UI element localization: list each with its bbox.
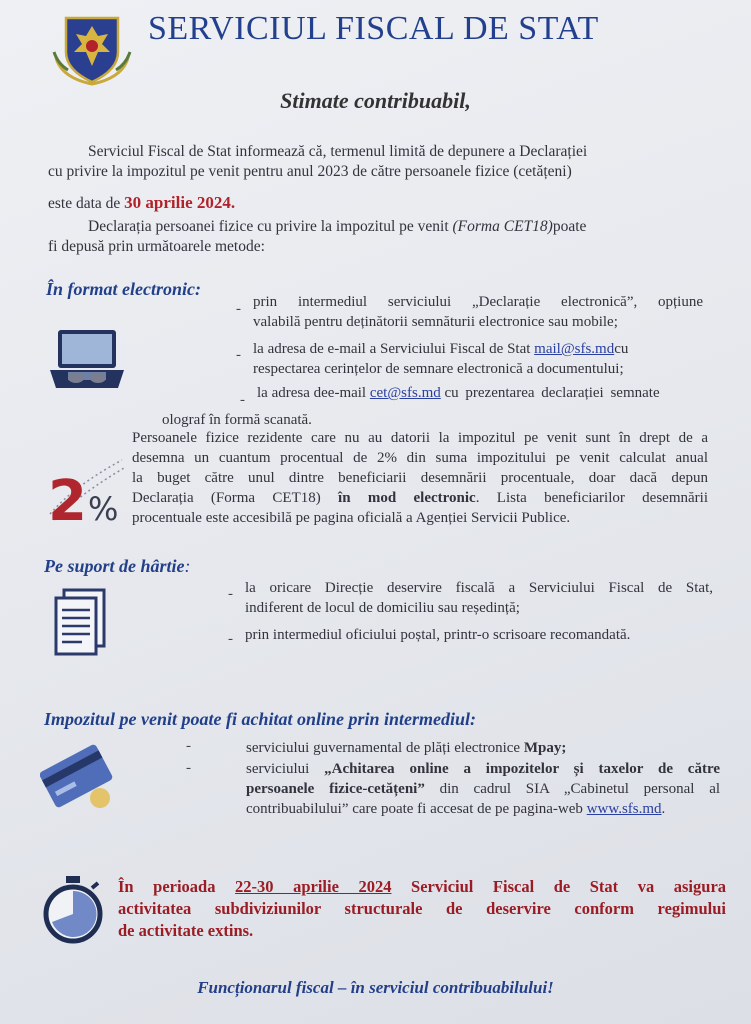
email-link-cet[interactable]: cet@sfs.md	[369, 385, 441, 401]
svg-text:%: %	[88, 490, 119, 526]
page-title: SERVICIUL FISCAL DE STAT	[148, 10, 599, 47]
credit-card-icon	[40, 740, 116, 810]
paper-item-2: prin intermediul oficiului poștal, printr-o scrisoare recomandată.	[245, 627, 631, 643]
electronic-item-3-cont: olograf în formă scanată.	[162, 412, 312, 428]
payment-item-1: serviciului guvernamental de plăți electronice Mpay;	[246, 740, 567, 756]
intro-line-5: fi depusă prin următoarele metode:	[48, 238, 265, 255]
dash: -	[240, 392, 245, 408]
intro-line-4: Declarația persoanei fizice cu privire la impozitul pe venit (Forma CET18)poate	[88, 218, 587, 235]
deadline-date: 30 aprilie 2024.	[124, 193, 236, 212]
document-icon	[54, 588, 108, 656]
intro-line-3: este data de 30 aprilie 2024.	[48, 193, 236, 212]
dash: -	[236, 347, 241, 363]
electronic-item-1: prin intermediul serviciului „Declarație electronică”, opțiune valabilă pentru deținătorii semnăturii electronice sau mobile;	[253, 294, 703, 330]
stopwatch-icon	[42, 874, 104, 944]
email-link-mail[interactable]: mail@sfs.md	[534, 341, 615, 357]
paper-item-1: la oricare Direcție deservire fiscală a Serviciului Fiscal de Stat, indiferent de locul de domiciliu sau reședință;	[245, 580, 713, 616]
website-link[interactable]: www.sfs.md	[586, 801, 662, 817]
dash: -	[186, 738, 191, 754]
intro-line-1: Serviciul Fiscal de Stat informează că, termenul limită de depunere a Declarației	[88, 143, 588, 160]
percent-paragraph: Persoanele fizice rezidente care nu au datorii la impozitul pe venit sunt în drept de a desemna un cuantum procentual de 2% din suma impozitului pe venit calculat anual la buget către unul dintre beneficiarii desemnării procentuale, doar dacă depun Declarația (Forma CET18) în mod electronic. Lista beneficiarilor desemnării procentuale este accesibilă pe pagina oficială a Agenției Servicii Publice.	[132, 430, 708, 526]
two-percent-icon	[44, 456, 128, 526]
notice-text: În perioada 22-30 aprilie 2024 Serviciul Fiscal de Stat va asigura activitatea subdiviziunilor structurale de deservire conform regimului de activitate extins.	[118, 877, 727, 940]
paper-heading: Pe suport de hârtie:	[44, 556, 191, 576]
payment-heading: Impozitul pe venit poate fi achitat online prin intermediul:	[44, 709, 477, 729]
laptop-icon	[48, 326, 126, 392]
footer-slogan: Funcționarul fiscal – în serviciul contribuabilului!	[197, 978, 554, 997]
svg-text:2: 2	[48, 469, 87, 526]
dash: -	[236, 301, 241, 317]
electronic-heading: În format electronic:	[46, 279, 201, 299]
dash: -	[228, 631, 233, 647]
dash: -	[228, 586, 233, 602]
intro-line-2: cu privire la impozitul pe venit pentru anul 2023 de către persoanele fizice (cetățeni)	[48, 163, 572, 180]
electronic-item-2: la adresa de e-mail a Serviciului Fiscal de Stat mail@sfs.mdcu respectarea cerințelor de semnare electronică a documentului;	[253, 341, 629, 377]
greeting: Stimate contribuabil,	[280, 88, 471, 113]
electronic-item-3: la adresa dee-mail cet@sfs.md cu prezentarea declarației semnate	[257, 385, 660, 401]
payment-item-2: serviciului „Achitarea online a impozitelor și taxelor de către persoanele fizice-cetățeni” din cadrul SIA „Cabinetul personal al contribuabilului” care poate fi accesat de pe pagina-web www.sfs.md.	[246, 761, 721, 817]
dash: -	[186, 760, 191, 776]
coat-of-arms-logo	[52, 12, 132, 88]
notice-dates: 22-30 aprilie 2024	[235, 877, 392, 896]
